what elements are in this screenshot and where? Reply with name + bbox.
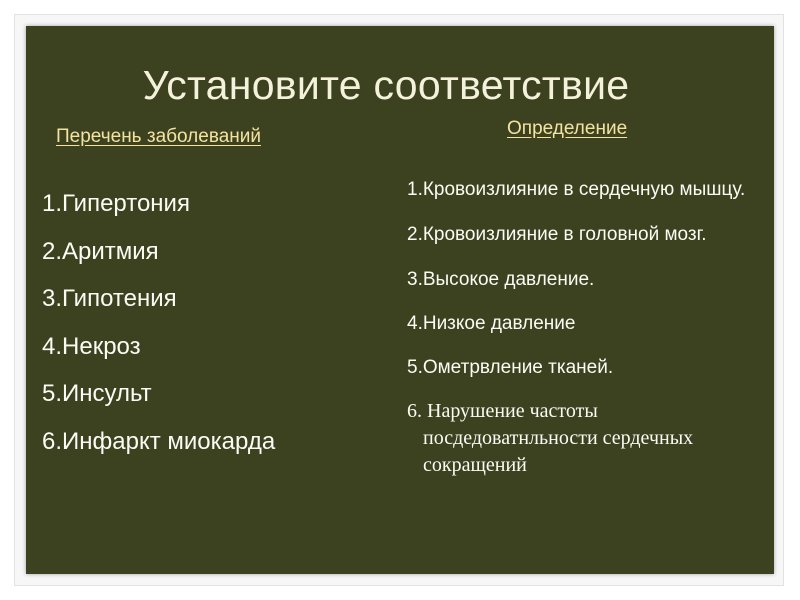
disease-item: 6.Инфаркт миокарда [42, 427, 276, 455]
definitions-heading: Определение [507, 118, 628, 139]
definition-item: 1.Кровоизлияние в сердечную мышцу. [407, 179, 746, 200]
diseases-heading: Перечень заболеваний [56, 126, 261, 147]
definition-item: 4.Низкое давление [407, 313, 576, 334]
disease-item: 1.Гипертония [42, 190, 190, 217]
disease-item: 3.Гипотения [42, 285, 177, 313]
slide-title: Установите соответствие [142, 62, 630, 108]
disease-item: 4.Некроз [42, 332, 141, 360]
definition-item: 6. Нарушение частоты посдедоватнльности сердечных сокращений [407, 400, 694, 476]
diseases-list [42, 192, 275, 478]
disease-item: 2.Аритмия [42, 237, 159, 265]
definitions-list [407, 176, 771, 479]
definition-item: 5.Ометрвление тканей. [407, 357, 614, 378]
disease-item: 5.Инсульт [42, 380, 152, 408]
slide [26, 26, 774, 574]
definition-item: 3.Высокое давление. [407, 269, 595, 290]
definition-item: 2.Кровоизлияние в головной мозг. [407, 224, 707, 245]
